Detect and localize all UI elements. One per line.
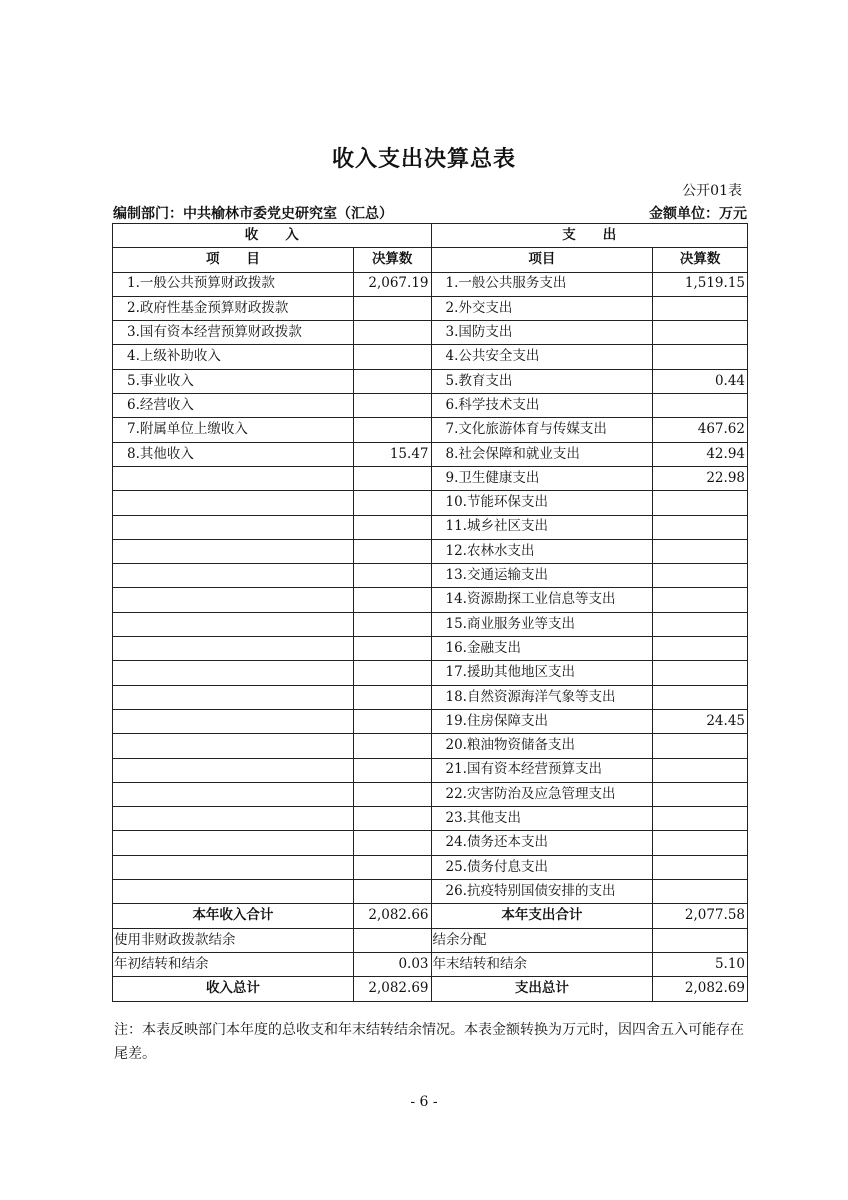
expense-amount-cell	[653, 855, 748, 879]
table-row	[113, 588, 748, 612]
grand-total-row	[113, 977, 748, 1001]
expense-amount-cell	[653, 321, 748, 345]
expense-item-cell: 23.其他支出	[431, 807, 653, 831]
expense-amount-cell	[653, 394, 748, 418]
income-amount-header: 决算数	[353, 248, 431, 272]
expense-amount-cell: 24.45	[653, 709, 748, 733]
table-row	[113, 539, 748, 563]
expense-amount-cell: 0.44	[653, 369, 748, 393]
year-expense-total-value: 2,077.58	[653, 904, 748, 928]
expense-item-cell: 10.节能环保支出	[431, 491, 653, 515]
income-item-cell	[113, 709, 354, 733]
income-item-cell	[113, 758, 354, 782]
expense-item-cell: 9.卫生健康支出	[431, 466, 653, 490]
income-amount-cell	[353, 588, 431, 612]
expense-amount-cell	[653, 296, 748, 320]
expense-amount-cell	[653, 588, 748, 612]
table-row	[113, 734, 748, 758]
table-row	[113, 272, 748, 296]
expense-item-cell: 5.教育支出	[431, 369, 653, 393]
table-row	[113, 661, 748, 685]
expense-section-header: 支 出	[431, 224, 748, 248]
income-item-cell: 3.国有资本经营预算财政拨款	[113, 321, 354, 345]
income-amount-cell	[353, 855, 431, 879]
expense-item-cell: 3.国防支出	[431, 321, 653, 345]
income-amount-cell	[353, 418, 431, 442]
income-item-cell: 4.上级补助收入	[113, 345, 354, 369]
non-fiscal-label: 使用非财政拨款结余	[113, 928, 354, 952]
table-row	[113, 855, 748, 879]
header-row-sections	[113, 224, 748, 248]
income-amount-cell: 15.47	[353, 442, 431, 466]
unit-label: 金额单位：万元	[649, 206, 747, 222]
year-total-row	[113, 904, 748, 928]
income-item-cell: 5.事业收入	[113, 369, 354, 393]
end-carryover-value: 5.10	[653, 952, 748, 976]
expense-item-cell: 24.债务还本支出	[431, 831, 653, 855]
expense-item-cell: 4.公共安全支出	[431, 345, 653, 369]
income-item-cell	[113, 564, 354, 588]
expense-item-cell: 12.农林水支出	[431, 539, 653, 563]
income-amount-cell	[353, 758, 431, 782]
income-amount-cell	[353, 491, 431, 515]
table-row	[113, 831, 748, 855]
table-row	[113, 345, 748, 369]
expense-item-cell: 15.商业服务业等支出	[431, 612, 653, 636]
income-item-cell	[113, 782, 354, 806]
expense-item-cell: 25.债务付息支出	[431, 855, 653, 879]
income-item-cell	[113, 515, 354, 539]
expense-item-cell: 2.外交支出	[431, 296, 653, 320]
table-row	[113, 709, 748, 733]
expense-amount-cell	[653, 782, 748, 806]
income-amount-cell	[353, 369, 431, 393]
table-row	[113, 637, 748, 661]
table-row	[113, 491, 748, 515]
income-item-cell: 7.附属单位上缴收入	[113, 418, 354, 442]
expense-amount-cell	[653, 807, 748, 831]
income-item-cell	[113, 880, 354, 904]
table-meta	[113, 203, 747, 223]
income-amount-cell	[353, 637, 431, 661]
header-row-columns	[113, 248, 748, 272]
income-amount-cell	[353, 734, 431, 758]
table-row	[113, 321, 748, 345]
income-item-cell	[113, 491, 354, 515]
income-amount-cell	[353, 539, 431, 563]
expense-grand-total-value: 2,082.69	[653, 977, 748, 1001]
table-row	[113, 782, 748, 806]
begin-carryover-value: 0.03	[353, 952, 431, 976]
surplus-distribution-value	[653, 928, 748, 952]
income-amount-cell	[353, 321, 431, 345]
expense-item-cell: 8.社会保障和就业支出	[431, 442, 653, 466]
expense-item-cell: 22.灾害防治及应急管理支出	[431, 782, 653, 806]
income-item-cell	[113, 637, 354, 661]
expense-amount-cell	[653, 491, 748, 515]
department-label: 编制部门：中共榆林市委党史研究室（汇总）	[113, 206, 393, 222]
income-item-cell: 1.一般公共预算财政拨款	[113, 272, 354, 296]
expense-item-cell: 11.城乡社区支出	[431, 515, 653, 539]
expense-item-cell: 7.文化旅游体育与传媒支出	[431, 418, 653, 442]
expense-amount-cell	[653, 661, 748, 685]
expense-amount-cell	[653, 612, 748, 636]
expense-amount-cell	[653, 564, 748, 588]
table-row	[113, 296, 748, 320]
income-grand-total-value: 2,082.69	[353, 977, 431, 1001]
table-row	[113, 612, 748, 636]
expense-item-cell: 20.粮油物资储备支出	[431, 734, 653, 758]
year-expense-total-label: 本年支出合计	[431, 904, 653, 928]
expense-amount-cell	[653, 685, 748, 709]
expense-item-cell: 1.一般公共服务支出	[431, 272, 653, 296]
expense-amount-cell	[653, 734, 748, 758]
expense-item-cell: 17.援助其他地区支出	[431, 661, 653, 685]
income-item-cell: 2.政府性基金预算财政拨款	[113, 296, 354, 320]
table-row	[113, 369, 748, 393]
budget-summary-table	[112, 223, 748, 1002]
income-amount-cell	[353, 782, 431, 806]
income-amount-cell	[353, 709, 431, 733]
year-income-total-label: 本年收入合计	[113, 904, 354, 928]
expense-amount-cell	[653, 539, 748, 563]
expense-amount-cell	[653, 880, 748, 904]
expense-item-cell: 6.科学技术支出	[431, 394, 653, 418]
non-fiscal-row	[113, 928, 748, 952]
income-amount-cell	[353, 515, 431, 539]
table-row	[113, 685, 748, 709]
non-fiscal-value	[353, 928, 431, 952]
income-amount-cell	[353, 466, 431, 490]
expense-amount-cell: 22.98	[653, 466, 748, 490]
expense-item-cell: 16.金融支出	[431, 637, 653, 661]
income-amount-cell	[353, 564, 431, 588]
income-item-cell	[113, 612, 354, 636]
table-row	[113, 418, 748, 442]
income-amount-cell	[353, 880, 431, 904]
expense-item-cell: 13.交通运输支出	[431, 564, 653, 588]
expense-item-cell: 21.国有资本经营预算支出	[431, 758, 653, 782]
table-row	[113, 394, 748, 418]
income-item-cell	[113, 539, 354, 563]
table-row	[113, 758, 748, 782]
income-amount-cell	[353, 831, 431, 855]
income-item-cell: 6.经营收入	[113, 394, 354, 418]
expense-amount-cell	[653, 637, 748, 661]
page-title: 收入支出决算总表	[331, 147, 516, 172]
end-carryover-label: 年末结转和结余	[431, 952, 653, 976]
table-row	[113, 442, 748, 466]
income-section-header: 收 入	[113, 224, 432, 248]
surplus-distribution-label: 结余分配	[431, 928, 653, 952]
expense-amount-cell: 42.94	[653, 442, 748, 466]
income-item-cell	[113, 685, 354, 709]
expense-item-cell: 18.自然资源海洋气象等支出	[431, 685, 653, 709]
income-amount-cell	[353, 296, 431, 320]
expense-item-cell: 26.抗疫特别国债安排的支出	[431, 880, 653, 904]
expense-item-cell: 14.资源勘探工业信息等支出	[431, 588, 653, 612]
table-row	[113, 564, 748, 588]
form-number: 公开01表	[682, 183, 742, 199]
expense-amount-cell	[653, 345, 748, 369]
expense-amount-cell	[653, 515, 748, 539]
expense-grand-total-label: 支出总计	[431, 977, 653, 1001]
expense-item-header: 项目	[431, 248, 653, 272]
income-amount-cell	[353, 661, 431, 685]
income-amount-cell	[353, 685, 431, 709]
income-item-cell	[113, 466, 354, 490]
income-item-cell	[113, 661, 354, 685]
expense-amount-cell	[653, 831, 748, 855]
income-item-cell	[113, 734, 354, 758]
expense-amount-cell: 467.62	[653, 418, 748, 442]
begin-carryover-label: 年初结转和结余	[113, 952, 354, 976]
income-amount-cell: 2,067.19	[353, 272, 431, 296]
income-amount-cell	[353, 612, 431, 636]
income-item-cell	[113, 807, 354, 831]
expense-amount-header: 决算数	[653, 248, 748, 272]
income-item-cell: 8.其他收入	[113, 442, 354, 466]
expense-amount-cell: 1,519.15	[653, 272, 748, 296]
page-number: - 6 -	[410, 1094, 438, 1110]
table-row	[113, 515, 748, 539]
footnote: 注：本表反映部门本年度的总收支和年末结转结余情况。本表金额转换为万元时，因四舍五入可能存在尾差。	[114, 1022, 744, 1062]
expense-amount-cell	[653, 758, 748, 782]
table-row	[113, 880, 748, 904]
income-amount-cell	[353, 807, 431, 831]
carryover-row	[113, 952, 748, 976]
table-row	[113, 807, 748, 831]
table-row	[113, 466, 748, 490]
income-item-cell	[113, 588, 354, 612]
income-grand-total-label: 收入总计	[113, 977, 354, 1001]
income-item-cell	[113, 855, 354, 879]
income-item-cell	[113, 831, 354, 855]
expense-item-cell: 19.住房保障支出	[431, 709, 653, 733]
income-item-header: 项 目	[113, 248, 354, 272]
income-amount-cell	[353, 394, 431, 418]
income-amount-cell	[353, 345, 431, 369]
year-income-total-value: 2,082.66	[353, 904, 431, 928]
